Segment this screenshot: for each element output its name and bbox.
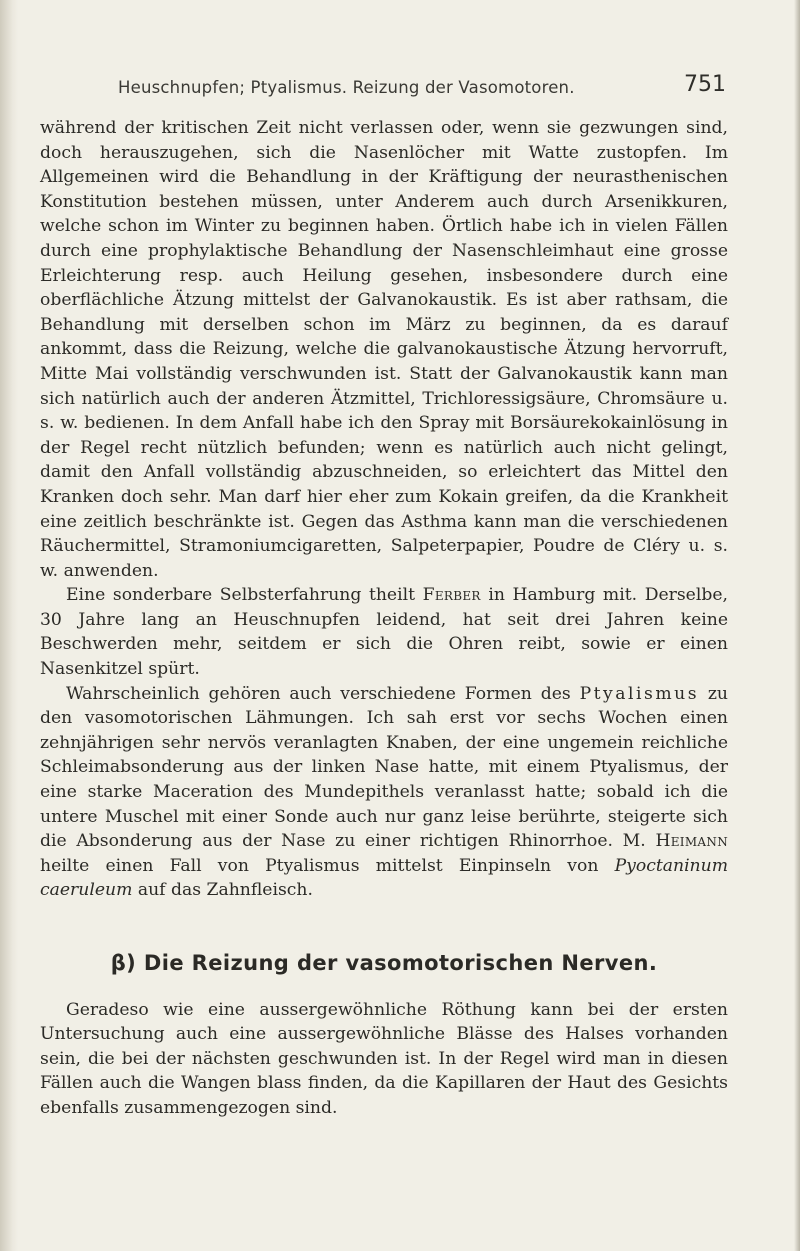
page-body: [40, 116, 728, 1121]
page-binding-shadow: [0, 0, 18, 1251]
text-segment: auf das Zahnfleisch.: [132, 880, 313, 901]
latin-term: Pyoctaninum caeruleum: [40, 855, 728, 901]
text-segment: Eine sonderbare Selbsterfahrung theilt: [66, 585, 423, 606]
running-header: [118, 70, 726, 104]
paragraph-ferber: [40, 583, 728, 681]
paragraph-treatment: während der kritischen Zeit nicht verlassen oder, wenn sie gezwungen sind, doch herauszugehen, sich die Nasenlöcher mit Watte zustopfen. Im Allgemeinen wird die Behandlung in der Kräftigung der neurasthenischen Konstitution bestehen müssen, unter Anderem auch durch Arsenikkuren, welche schon im Winter zu beginnen haben. Örtlich habe ich in vielen Fällen durch eine prophylaktische Behandlung der Nasenschleimhaut eine grosse Erleichterung resp. auch Heilung gesehen, insbesondere durch eine oberflächliche Ätzung mittelst der Galvanokaustik. Es ist aber rathsam, die Behandlung mit derselben schon im März zu beginnen, da es darauf ankommt, dass die Reizung, welche die galvanokaustische Ätzung hervorruft, Mitte Mai vollständig verschwunden ist. Statt der Galvanokaustik kann man sich natürlich auch der anderen Ätzmittel, Trichloressigsäure, Chromsäure u. s. w. bedienen. In dem Anfall habe ich den Spray mit Borsäurekokainlösung in der Regel recht nützlich befunden; wenn es natürlich auch nicht gelingt, damit den Anfall vollständig abzuschneiden, so erleichtert das Mittel den Kranken doch sehr. Man darf hier eher zum Kokain greifen, da die Krankheit eine zeitlich beschränkte ist. Gegen das Asthma kann man die verschiedenen Räuchermittel, Stramoniumcigaretten, Salpeterpapier, Poudre de Cléry u. s. w. anwenden.: [40, 118, 728, 581]
section-heading: β) Die Reizung der vasomotorischen Nerven.: [110, 951, 658, 975]
page-edge: [794, 0, 800, 1251]
text-segment: heilte einen Fall von Ptyalismus mittelst Einpinseln von: [40, 855, 615, 876]
paragraph-blaesse: Geradeso wie eine aussergewöhnliche Röthung kann bei der ersten Untersuchung auch eine aussergewöhnliche Blässe des Halses vorhanden sein, die bei der nächsten geschwunden ist. In der Regel wird man in diesen Fällen auch die Wangen blass finden, da die Kapillaren der Haut des Gesichts ebenfalls zusammengezogen sind.: [40, 999, 728, 1118]
text-segment: zu den vasomotorischen Lähmungen. Ich sah erst vor sechs Wochen einen zehnjährigen sehr nervös veranlagten Knaben, der eine ungemein reichliche Schleimabsonderung aus der linken Nase hatte, mit einem Ptyalismus, der eine starke Maceration des Mundepithels veranlasst hatte; sobald ich die untere Muschel mit einer Sonde auch nur ganz leise berührte, steigerte sich die Absonderung aus der Nase zu einer richtigen Rhinorrhoe. M.: [40, 683, 728, 852]
page-number: 751: [684, 72, 726, 97]
author-name-heimann: Heimann: [655, 831, 728, 852]
author-name-ferber: Ferber: [422, 585, 481, 606]
term-ptyalismus: Ptyalismus: [579, 683, 700, 704]
text-segment: in Hamburg mit. Derselbe, 30 Jahre lang an Heuschnupfen leidend, hat seit drei Jahren keine Beschwerden mehr, seitdem er sich die Ohren reibt, sowie er einen Nasenkitzel spürt.: [40, 585, 728, 680]
paragraph-ptyalismus: [40, 682, 728, 903]
running-title: Heuschnupfen; Ptyalismus. Reizung der Vasomotoren.: [118, 78, 575, 97]
text-segment: Wahrscheinlich gehören auch verschiedene Formen des: [66, 683, 580, 704]
